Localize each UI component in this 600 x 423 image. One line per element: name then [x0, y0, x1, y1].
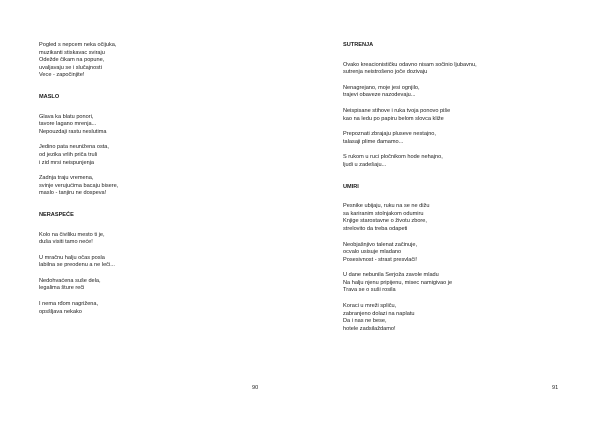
poem-line: Prepoznati zbrajaju pluseve nestajno, [343, 131, 436, 138]
stanza [343, 242, 543, 265]
poem-line: Posesivnost - strast presvlači! [343, 256, 417, 263]
poem-line: Vece - započinjite! [39, 72, 85, 79]
poem-line: Knjige starostavne o životu zbore, [343, 218, 427, 225]
poem-line: ljudi u zadešaju... [343, 161, 387, 168]
poem-line: uvaljavaju se i slučajnosti [39, 64, 102, 71]
poem-line: U dane nebunila Serjoža zavole mladu [343, 272, 439, 279]
poem-line: Glava ka blatu ponori, [39, 113, 94, 120]
stanza [39, 114, 239, 137]
poem-line: U mračnu halju očas posla [39, 254, 105, 261]
page-number: 90 [252, 385, 259, 391]
poem-line: trajevi obaveze nazodevaju... [343, 92, 416, 99]
poem-line: Nedohvaćena suše dela, [39, 277, 101, 284]
stanza [39, 232, 239, 247]
poem-line: talasaji plime đamamo... [343, 138, 404, 145]
poem-line: sutrenja neistrošeno joče dozivaju [343, 69, 428, 76]
poem-line: Na halju njenu pripijenu, misec namigivao je [343, 279, 453, 286]
poem-line: opsšljava nekako [39, 308, 82, 315]
poem-line: Jedino pata neunižena osta, [39, 144, 109, 151]
stanza [343, 131, 543, 146]
right-page [300, 0, 600, 423]
stanza [343, 108, 543, 123]
poem-title: SUTRENJA [343, 42, 374, 48]
poem-line: tavore lagano mrenja... [39, 121, 97, 128]
poem [39, 212, 239, 316]
poem-line: Nepouzdaji rastu neslutima [39, 128, 107, 135]
poem-title: MASLO [39, 93, 60, 100]
poem [343, 42, 543, 170]
poem-line: Pesnike ubijaju, ruku na se ne dižu [343, 203, 430, 210]
stanza [343, 62, 543, 77]
poem-line: sa kariranim stolnjakom odumiru [343, 210, 424, 217]
stanza [343, 203, 543, 233]
left-page-content [39, 42, 239, 330]
poem-line: Neispisane stihove i ruka tvoja ponovo piše [343, 107, 451, 114]
stanza [39, 301, 239, 316]
poem-line: duša visiti tamo neće! [39, 239, 93, 246]
stanza [39, 278, 239, 293]
poem-line: Trava se o suši rosila [343, 287, 396, 294]
stanza [343, 154, 543, 169]
poem-line: Koraci u mreži spliču, [343, 303, 397, 310]
poem-line: Ovako kreacionističku odavno nisam sočinio ljubavnu, [343, 61, 477, 68]
stanza [39, 255, 239, 270]
poem-line: legalima šture reči [39, 285, 85, 292]
poem-line: labilna se preodenu a ne leči... [39, 262, 115, 269]
poem-line: maslo - tanjiru ne dospeva! [39, 190, 107, 197]
poem-title: UMIRI [343, 183, 359, 190]
poem-line: hotele zadsilaždamo! [343, 325, 396, 332]
poem-line: Da i nas ne bese, [343, 318, 387, 325]
poem [39, 94, 239, 198]
poem-title: NERASPEĆE [39, 211, 74, 218]
right-page-content [343, 42, 543, 347]
poem-line: od jezika vrlih priča truli [39, 151, 98, 158]
poem [39, 42, 239, 80]
poem-line: Zadnja traju vremena, [39, 175, 94, 182]
stanza [39, 144, 239, 167]
poem [343, 184, 543, 334]
stanza [39, 42, 239, 80]
poem-line: strelovito da treba odapeti [343, 225, 408, 232]
stanza [343, 272, 543, 295]
poem-line: S rukom u ruci pločnikom hode nehajno, [343, 154, 443, 161]
poem-line: svinje verujućima bacaju bisere, [39, 182, 119, 189]
poem-line: i zid mrsi neispunjenja [39, 159, 95, 166]
poem-line: kao na ledu po papiru belom slovca kliže [343, 115, 444, 122]
poem-line: Pogled s nepcem neka očijuka, [39, 42, 117, 48]
poem-line: Neobjašnjivo talenat začinuje, [343, 241, 418, 248]
poem-line: ocvalo usisuje mladano [343, 249, 402, 256]
stanza [343, 85, 543, 100]
poem-line: Kolo na čiviliku mesto ti je, [39, 231, 105, 238]
stanza [343, 303, 543, 333]
poem-line: I nema rđom nagrižena, [39, 301, 99, 308]
poem-line: zabranjeno dolazi na naplatu [343, 310, 415, 317]
page-number: 91 [552, 385, 559, 391]
poem-line: Odežde čikam na popune, [39, 57, 105, 64]
poem-line: Nenagrejano, moje jesi ognjilo, [343, 84, 420, 91]
poem-line: muzikanti stiskavac sviraju [39, 49, 105, 56]
stanza [39, 175, 239, 198]
